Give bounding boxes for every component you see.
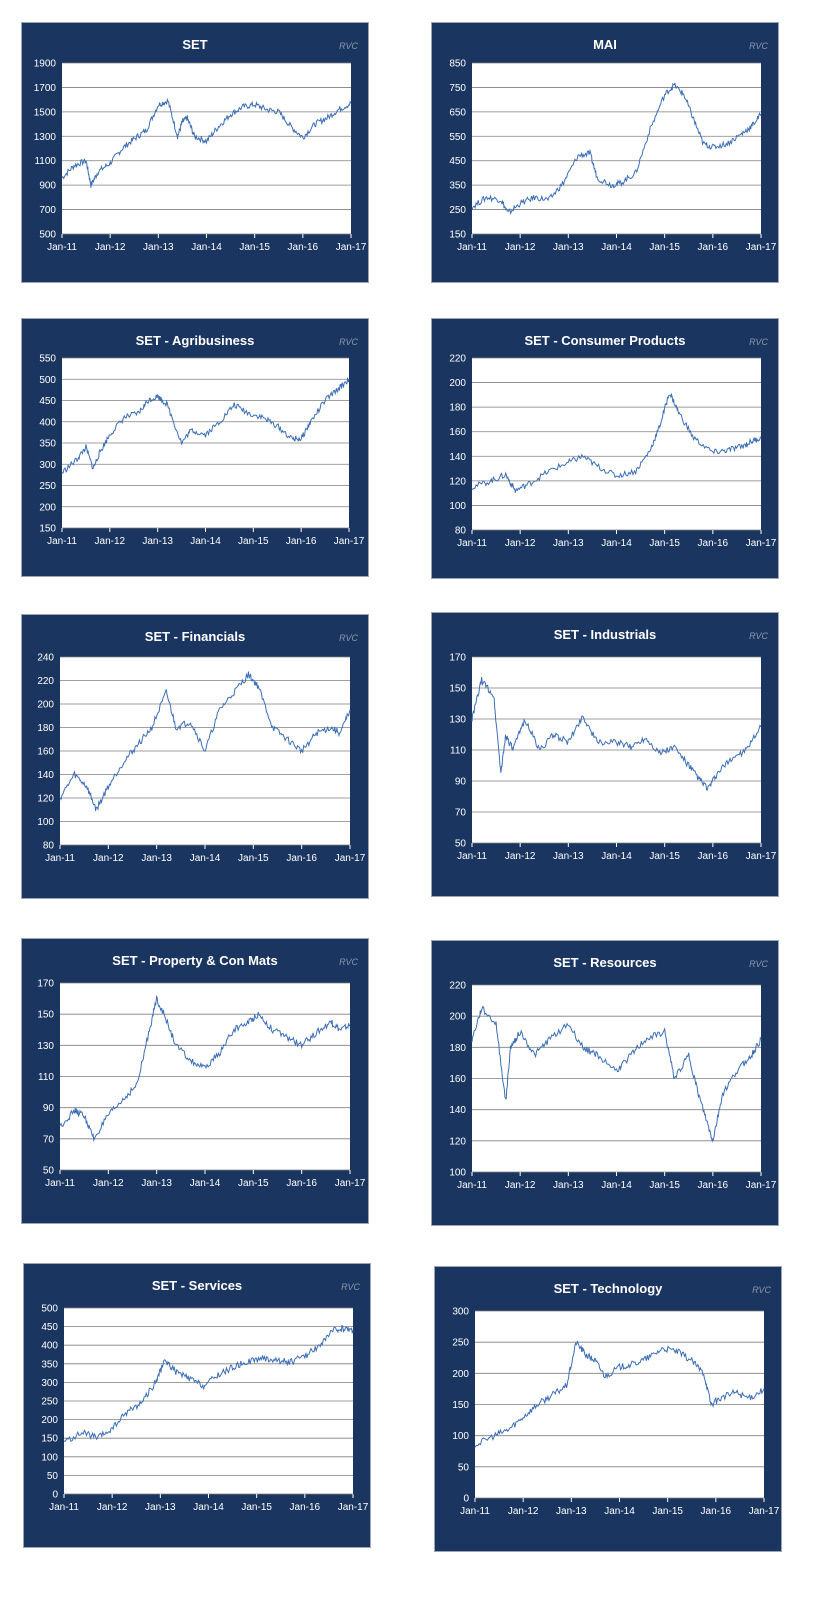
x-tick-label: Jan-15	[649, 538, 680, 549]
y-tick-label: 80	[454, 525, 466, 537]
plot-area	[62, 63, 351, 234]
x-tick-label: Jan-16	[286, 1178, 317, 1189]
chart-panel-set-technology	[434, 1266, 782, 1552]
x-tick-label: Jan-12	[94, 242, 126, 253]
y-tick-label: 180	[449, 1042, 466, 1054]
y-tick-label: 50	[42, 1165, 54, 1177]
x-tick-label: Jan-13	[142, 536, 173, 547]
chart-title: MAI	[593, 37, 617, 52]
x-tick-label: Jan-14	[604, 1506, 635, 1517]
x-tick-label: Jan-13	[143, 242, 174, 253]
y-tick-label: 160	[449, 1074, 466, 1085]
y-tick-label: 1500	[33, 107, 56, 119]
x-tick-label: Jan-12	[93, 853, 124, 864]
chart-title: SET - Technology	[553, 1281, 663, 1296]
x-tick-label: Jan-16	[697, 242, 729, 253]
chart-svg	[432, 23, 780, 284]
x-tick-label: Jan-17	[745, 851, 777, 862]
x-tick-label: Jan-15	[238, 1178, 269, 1189]
y-tick-label: 80	[42, 840, 54, 852]
y-tick-label: 140	[449, 451, 466, 463]
x-tick-label: Jan-11	[457, 242, 487, 253]
y-tick-label: 150	[37, 1009, 54, 1021]
x-tick-label: Jan-14	[193, 1502, 224, 1513]
x-tick-label: Jan-15	[238, 853, 269, 864]
x-tick-label: Jan-16	[287, 242, 319, 253]
y-tick-label: 150	[452, 1400, 469, 1411]
chart-panel-set-property-and-con-mats	[21, 938, 369, 1224]
x-tick-label: Jan-12	[93, 1178, 124, 1189]
y-tick-label: 1100	[34, 156, 56, 168]
y-tick-label: 250	[452, 1337, 469, 1349]
x-tick-label: Jan-11	[457, 851, 487, 862]
chart-panel-mai	[431, 22, 779, 283]
y-tick-label: 90	[454, 776, 466, 788]
x-tick-label: Jan-14	[191, 242, 222, 253]
y-tick-label: 150	[449, 683, 466, 695]
watermark: RVC	[339, 41, 358, 51]
y-tick-label: 500	[41, 1303, 58, 1315]
chart-panel-set-services	[23, 1263, 371, 1548]
y-tick-label: 1900	[33, 58, 56, 70]
x-tick-label: Jan-12	[96, 1502, 128, 1513]
chart-svg	[432, 941, 780, 1227]
x-tick-label: Jan-12	[504, 851, 536, 862]
chart-svg	[24, 1264, 372, 1549]
y-tick-label: 200	[449, 1011, 466, 1023]
x-tick-label: Jan-13	[141, 1178, 172, 1189]
chart-svg	[432, 613, 780, 898]
x-tick-label: Jan-13	[556, 1506, 587, 1517]
chart-title: SET - Property & Con Mats	[112, 953, 278, 968]
chart-title: SET - Financials	[144, 629, 246, 644]
x-tick-label: Jan-14	[190, 536, 221, 547]
y-tick-label: 0	[463, 1493, 469, 1505]
y-tick-label: 220	[449, 353, 466, 365]
x-tick-label: Jan-17	[335, 242, 367, 253]
chart-title: SET - Industrials	[553, 627, 657, 642]
x-tick-label: Jan-11	[47, 242, 77, 253]
y-tick-label: 240	[37, 652, 54, 664]
y-tick-label: 450	[39, 396, 56, 407]
x-tick-label: Jan-17	[748, 1506, 780, 1517]
chart-panel-set-consumer-products	[431, 318, 779, 579]
y-tick-label: 120	[37, 793, 54, 805]
y-tick-label: 110	[450, 745, 466, 757]
watermark: RVC	[339, 633, 358, 643]
chart-panel-set-financials	[21, 614, 369, 899]
x-tick-label: Jan-12	[94, 536, 126, 547]
y-tick-label: 150	[449, 229, 466, 241]
chart-title: SET - Agribusiness	[135, 333, 255, 348]
x-tick-label: Jan-15	[239, 242, 270, 253]
y-tick-label: 750	[449, 82, 466, 94]
x-tick-label: Jan-15	[241, 1502, 272, 1513]
watermark: RVC	[749, 959, 768, 969]
y-tick-label: 120	[449, 1136, 466, 1148]
y-tick-label: 550	[449, 131, 466, 143]
x-tick-label: Jan-13	[141, 853, 172, 864]
x-tick-label: Jan-17	[745, 242, 777, 253]
y-tick-label: 150	[39, 523, 56, 535]
x-tick-label: Jan-12	[507, 1506, 539, 1517]
y-tick-label: 200	[452, 1368, 469, 1380]
watermark: RVC	[749, 631, 768, 641]
y-tick-label: 350	[449, 180, 466, 192]
y-tick-label: 130	[449, 714, 466, 726]
y-tick-label: 200	[41, 1415, 58, 1427]
x-tick-label: Jan-11	[457, 538, 487, 549]
x-tick-label: Jan-15	[649, 242, 680, 253]
x-tick-label: Jan-11	[45, 1178, 75, 1189]
y-tick-label: 70	[42, 1134, 54, 1146]
y-tick-label: 90	[42, 1103, 54, 1115]
watermark: RVC	[339, 337, 358, 347]
y-tick-label: 70	[454, 807, 466, 819]
x-tick-label: Jan-14	[601, 1180, 632, 1191]
x-tick-label: Jan-16	[285, 536, 317, 547]
y-tick-label: 160	[449, 427, 466, 439]
y-tick-label: 700	[39, 205, 56, 217]
x-tick-label: Jan-11	[45, 853, 75, 864]
plot-area	[472, 63, 761, 234]
y-tick-label: 550	[39, 353, 56, 365]
x-tick-label: Jan-17	[334, 853, 366, 864]
y-tick-label: 220	[37, 676, 54, 687]
y-tick-label: 250	[41, 1396, 58, 1408]
x-tick-label: Jan-12	[504, 242, 536, 253]
x-tick-label: Jan-17	[745, 1180, 777, 1191]
y-tick-label: 200	[37, 699, 54, 711]
x-tick-label: Jan-13	[553, 1180, 584, 1191]
y-tick-label: 350	[41, 1359, 58, 1371]
chart-panel-set-resources	[431, 940, 779, 1226]
x-tick-label: Jan-14	[601, 538, 632, 549]
x-tick-label: Jan-17	[745, 538, 777, 549]
chart-svg	[432, 319, 780, 580]
y-tick-label: 400	[41, 1340, 58, 1352]
y-tick-label: 140	[449, 1105, 466, 1117]
y-tick-label: 100	[41, 1452, 58, 1464]
x-tick-label: Jan-15	[238, 536, 269, 547]
chart-panel-set-industrials	[431, 612, 779, 897]
y-tick-label: 350	[39, 438, 56, 450]
y-tick-label: 400	[39, 417, 56, 429]
x-tick-label: Jan-15	[652, 1506, 683, 1517]
y-tick-label: 50	[46, 1470, 58, 1482]
x-tick-label: Jan-16	[697, 1180, 729, 1191]
y-tick-label: 160	[37, 746, 54, 758]
watermark: RVC	[341, 1282, 360, 1292]
x-tick-label: Jan-17	[334, 1178, 366, 1189]
y-tick-label: 110	[38, 1072, 54, 1083]
y-tick-label: 100	[37, 817, 54, 828]
y-tick-label: 180	[449, 402, 466, 414]
y-tick-label: 450	[449, 156, 466, 168]
x-tick-label: Jan-15	[649, 1180, 680, 1191]
y-tick-label: 170	[37, 978, 54, 990]
x-tick-label: Jan-14	[189, 853, 221, 864]
y-tick-label: 180	[37, 723, 54, 734]
y-tick-label: 140	[37, 770, 54, 781]
x-tick-label: Jan-16	[697, 851, 729, 862]
x-tick-label: Jan-16	[286, 853, 317, 864]
x-tick-label: Jan-14	[601, 242, 632, 253]
x-tick-label: Jan-14	[601, 851, 632, 862]
chart-panel-set-agribusiness	[21, 318, 369, 577]
x-tick-label: Jan-13	[553, 538, 584, 549]
y-tick-label: 100	[449, 1167, 466, 1179]
y-tick-label: 50	[457, 1462, 469, 1474]
y-tick-label: 250	[449, 205, 466, 217]
x-tick-label: Jan-17	[337, 1502, 369, 1513]
x-tick-label: Jan-12	[504, 1180, 536, 1191]
y-tick-label: 100	[449, 500, 466, 512]
y-tick-label: 500	[39, 229, 56, 241]
x-tick-label: Jan-13	[553, 242, 584, 253]
chart-title: SET - Resources	[553, 955, 657, 970]
x-tick-label: Jan-11	[47, 536, 77, 547]
y-tick-label: 900	[39, 180, 56, 192]
y-tick-label: 850	[449, 58, 466, 70]
y-tick-label: 300	[452, 1306, 469, 1318]
x-tick-label: Jan-17	[333, 536, 365, 547]
x-tick-label: Jan-15	[649, 851, 680, 862]
x-tick-label: Jan-12	[504, 538, 536, 549]
y-tick-label: 250	[39, 481, 56, 492]
chart-svg	[22, 23, 370, 284]
x-tick-label: Jan-11	[460, 1506, 490, 1517]
watermark: RVC	[749, 337, 768, 347]
plot-area	[472, 358, 761, 530]
y-tick-label: 120	[449, 476, 466, 488]
y-tick-label: 170	[449, 652, 466, 664]
y-tick-label: 1700	[33, 82, 56, 94]
y-tick-label: 1300	[33, 131, 56, 143]
y-tick-label: 300	[41, 1377, 58, 1389]
y-tick-label: 220	[449, 980, 466, 992]
x-tick-label: Jan-14	[189, 1178, 221, 1189]
y-tick-label: 150	[41, 1433, 58, 1445]
y-tick-label: 200	[449, 378, 466, 390]
y-tick-label: 650	[449, 107, 466, 119]
chart-title: SET - Services	[151, 1278, 243, 1293]
y-tick-label: 300	[39, 459, 56, 471]
chart-panel-set	[21, 22, 369, 283]
x-tick-label: Jan-16	[289, 1502, 321, 1513]
y-tick-label: 450	[41, 1322, 58, 1334]
y-tick-label: 50	[454, 838, 466, 850]
chart-svg	[435, 1267, 783, 1553]
y-tick-label: 130	[37, 1040, 54, 1052]
x-tick-label: Jan-13	[553, 851, 584, 862]
y-tick-label: 0	[52, 1489, 58, 1501]
x-tick-label: Jan-11	[49, 1502, 79, 1513]
x-tick-label: Jan-16	[700, 1506, 732, 1517]
x-tick-label: Jan-11	[457, 1180, 487, 1191]
x-tick-label: Jan-13	[145, 1502, 176, 1513]
chart-svg	[22, 615, 370, 900]
chart-svg	[22, 319, 370, 578]
watermark: RVC	[749, 41, 768, 51]
y-tick-label: 100	[452, 1431, 469, 1443]
watermark: RVC	[339, 957, 358, 967]
chart-title: SET - Consumer Products	[524, 333, 686, 348]
chart-title: SET	[182, 37, 208, 52]
y-tick-label: 200	[39, 502, 56, 514]
y-tick-label: 500	[39, 374, 56, 386]
watermark: RVC	[752, 1285, 771, 1295]
chart-svg	[22, 939, 370, 1225]
x-tick-label: Jan-16	[697, 538, 729, 549]
